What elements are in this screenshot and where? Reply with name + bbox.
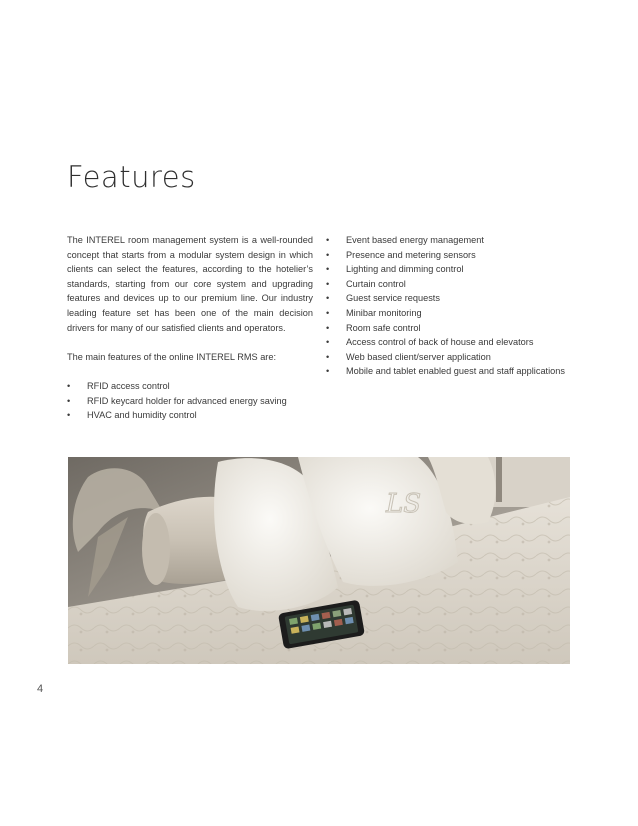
list-item: • RFID keycard holder for advanced energy saving xyxy=(67,394,313,409)
list-item: • Guest service requests xyxy=(326,291,576,306)
bullet-icon: • xyxy=(326,322,330,333)
left-column xyxy=(67,233,313,423)
page-title: Features xyxy=(67,160,196,194)
intro-paragraph: The INTEREL room management system is a well-rounded concept that starts from a modular system design in which clients can select the features, according to the hotelier’s standards, starting from our core system and upgrading features and devices up to our premium line. Our industry leading feature set has been one of the main decision drivers for many of our satisfied clients and operators. xyxy=(67,235,313,333)
bullet-icon: • xyxy=(326,351,330,362)
list-item: • Curtain control xyxy=(326,277,576,292)
bullet-icon: • xyxy=(326,278,330,289)
list-item: • Lighting and dimming control xyxy=(326,262,576,277)
list-item: • RFID access control xyxy=(67,379,313,394)
bullet-icon: • xyxy=(326,293,330,304)
list-item: • Event based energy management xyxy=(326,233,576,248)
bed-with-tablet-photo xyxy=(68,457,570,664)
list-item: • Presence and metering sensors xyxy=(326,248,576,263)
bullet-icon: • xyxy=(67,395,71,406)
list-item: • HVAC and humidity control xyxy=(67,408,313,423)
list-item: • Web based client/server application xyxy=(326,350,576,365)
bullet-icon: • xyxy=(326,337,330,348)
bullet-icon: • xyxy=(67,410,71,421)
bullet-icon: • xyxy=(326,307,330,318)
left-feature-list xyxy=(67,379,313,423)
list-item: • Minibar monitoring xyxy=(326,306,576,321)
features-lead-in: The main features of the online INTEREL RMS are: xyxy=(67,351,277,362)
bullet-icon: • xyxy=(326,264,330,275)
right-column xyxy=(326,233,576,379)
bullet-icon: • xyxy=(326,249,330,260)
pillow-monogram: LS xyxy=(386,489,422,519)
list-item: • Room safe control xyxy=(326,321,576,336)
page-number: 4 xyxy=(37,683,44,695)
right-feature-list xyxy=(326,233,576,379)
list-item: • Mobile and tablet enabled guest and staff applications xyxy=(326,364,576,379)
bullet-icon: • xyxy=(326,366,330,377)
bullet-icon: • xyxy=(326,235,330,245)
bullet-icon: • xyxy=(67,380,71,391)
list-item: • Access control of back of house and elevators xyxy=(326,335,576,350)
